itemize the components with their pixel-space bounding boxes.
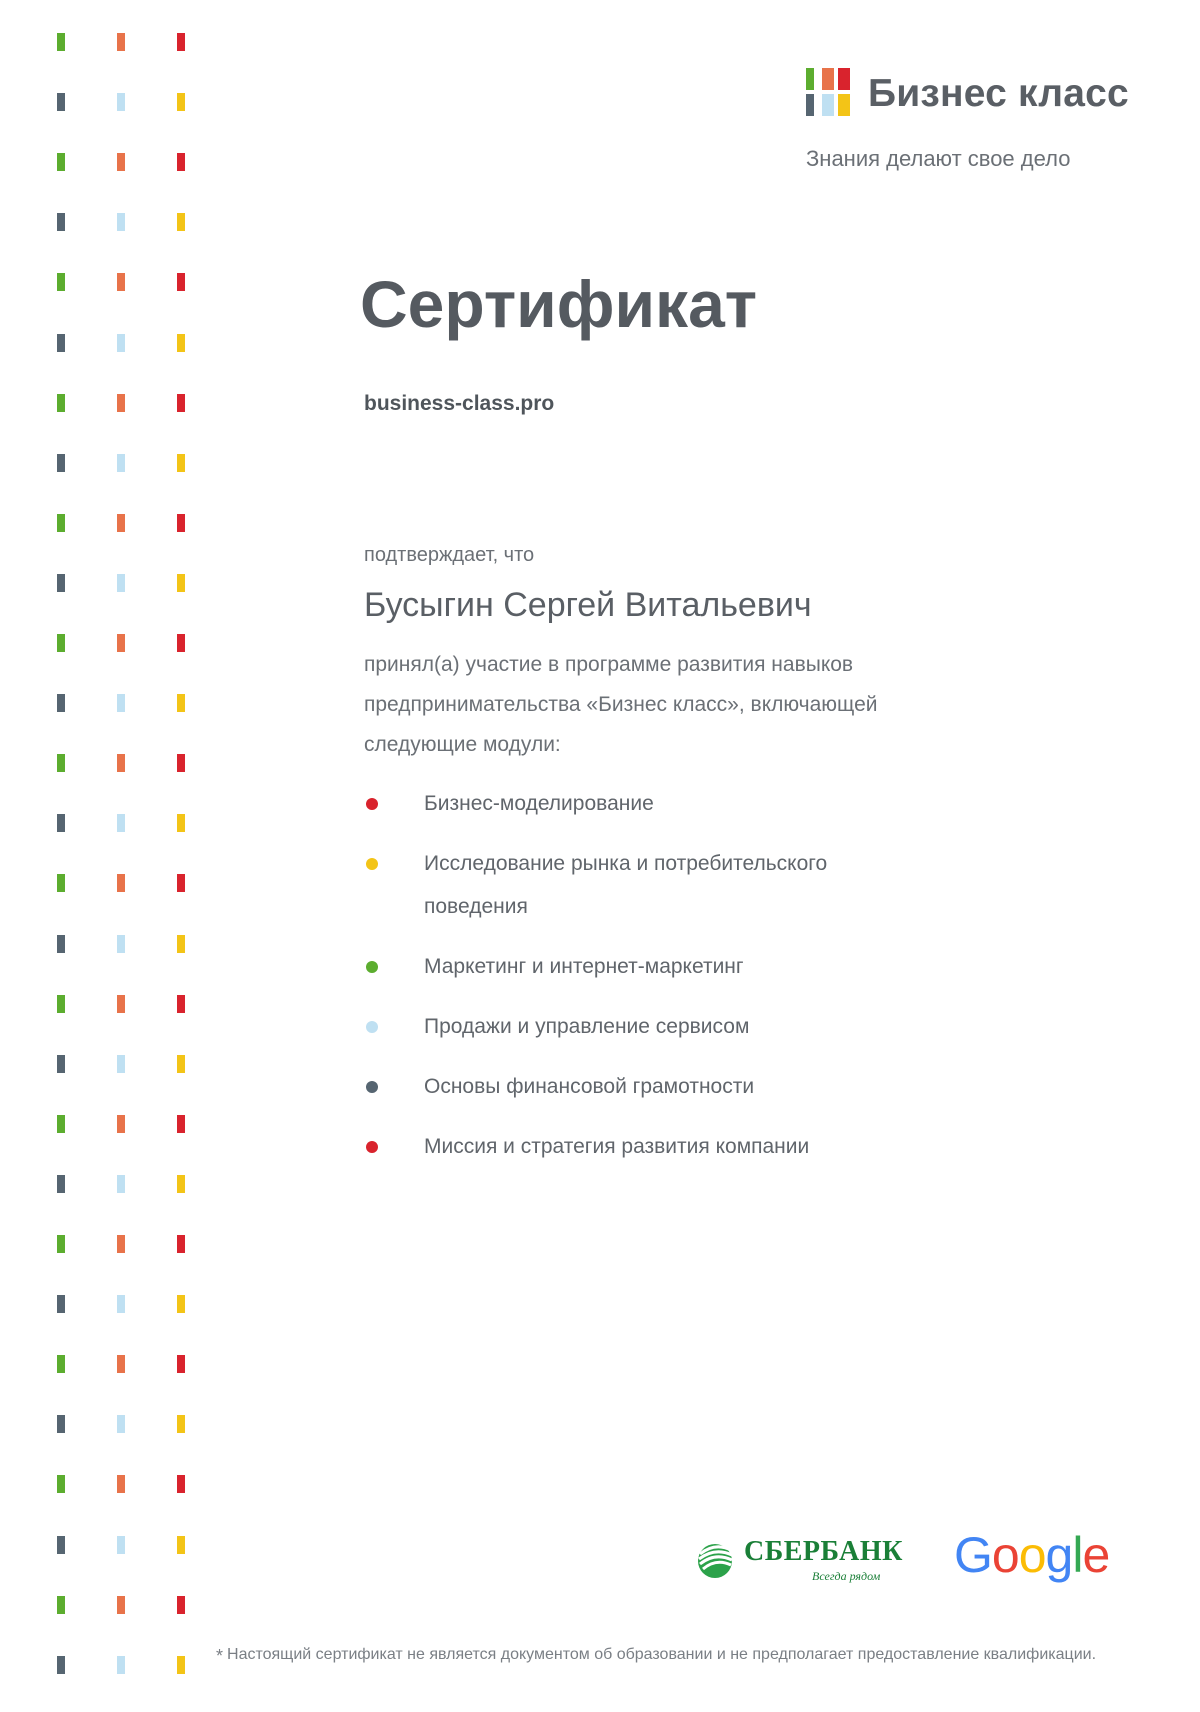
description-line: принял(а) участие в программе развития навыков (364, 653, 854, 676)
google-letter: o (991, 1527, 1019, 1583)
description-line: следующие модули: (364, 733, 561, 756)
stripe-dash (57, 1475, 65, 1493)
stripe-dash (57, 814, 65, 832)
confirms-text: подтверждает, что (364, 544, 535, 566)
bullet-icon (366, 961, 378, 973)
stripe-dash (57, 1596, 65, 1614)
stripe-dash (57, 935, 65, 953)
stripe-dash (177, 1175, 185, 1193)
stripe-dash (177, 874, 185, 892)
sberbank-logo-icon (694, 1538, 736, 1580)
stripe-dash (177, 1055, 185, 1073)
decorative-stripes (0, 0, 220, 1712)
footnote-text: Настоящий сертификат не является документом об образовании и не предполагает предоставление квалификации. (227, 1646, 1097, 1663)
stripe-dash (117, 1115, 125, 1133)
stripe-dash (117, 213, 125, 231)
stripe-dash (57, 1115, 65, 1133)
module-label: Миссия и стратегия развития компании (424, 1135, 810, 1158)
stripe-dash (177, 694, 185, 712)
stripe-dash (117, 1656, 125, 1674)
stripe-dash (177, 935, 185, 953)
module-item (364, 1125, 924, 1168)
stripe-dash (57, 334, 65, 352)
stripe-dash (117, 1295, 125, 1313)
stripe-dash (177, 1656, 185, 1674)
stripe-dash (177, 33, 185, 51)
stripe-dash (117, 1175, 125, 1193)
module-label: Бизнес-моделирование (424, 792, 654, 815)
stripe-dash (57, 574, 65, 592)
google-letter: o (1018, 1527, 1046, 1583)
stripe-dash (57, 93, 65, 111)
module-label: Продажи и управление сервисом (424, 1015, 750, 1038)
stripe-dash (177, 514, 185, 532)
brand-tagline: Знания делают свое дело (806, 146, 1071, 171)
stripe-dash (177, 454, 185, 472)
stripe-dash (57, 1536, 65, 1554)
stripe-dash (177, 1295, 185, 1313)
stripe-dash (117, 93, 125, 111)
stripe-dash (117, 394, 125, 412)
sberbank-name: СБЕРБАНК (744, 1536, 903, 1567)
google-letter: G (954, 1527, 992, 1583)
module-item (364, 1065, 924, 1108)
stripe-dash (177, 1596, 185, 1614)
stripe-dash (57, 1055, 65, 1073)
module-label: поведения (424, 895, 528, 918)
google-letter: l (1072, 1527, 1083, 1583)
stripe-dash (117, 1055, 125, 1073)
stripe-dash (177, 1415, 185, 1433)
stripe-dash (117, 694, 125, 712)
stripe-dash (177, 995, 185, 1013)
program-description (364, 645, 964, 765)
footnote-mark: * (216, 1646, 224, 1666)
description-line: предпринимательства «Бизнес класс», включающей (364, 693, 878, 716)
stripe-dash (177, 1536, 185, 1554)
stripe-dash (117, 334, 125, 352)
stripe-dash (57, 634, 65, 652)
module-item (364, 842, 924, 928)
stripe-dash (57, 1295, 65, 1313)
module-item (364, 1005, 924, 1048)
stripe-dash (117, 1235, 125, 1253)
module-item (364, 782, 924, 825)
module-label: Маркетинг и интернет-маркетинг (424, 955, 744, 978)
stripe-dash (177, 334, 185, 352)
bullet-icon (366, 1081, 378, 1093)
bullet-icon (366, 858, 378, 870)
recipient-name: Бусыгин Сергей Витальевич (364, 586, 812, 624)
stripe-dash (117, 1415, 125, 1433)
stripe-dash (177, 273, 185, 291)
logo-mark-bar (822, 94, 834, 116)
stripe-dash (177, 814, 185, 832)
stripe-dash (177, 1115, 185, 1133)
stripe-dash (57, 33, 65, 51)
stripe-dash (177, 213, 185, 231)
stripe-dash (177, 574, 185, 592)
stripe-dash (177, 1475, 185, 1493)
stripe-dash (57, 1235, 65, 1253)
google-letter: e (1082, 1527, 1110, 1583)
stripe-dash (117, 814, 125, 832)
stripe-dash (117, 1536, 125, 1554)
stripe-dash (117, 935, 125, 953)
google-letter: g (1045, 1527, 1073, 1583)
stripe-dash (177, 1355, 185, 1373)
sberbank-tagline: Всегда рядом (812, 1569, 881, 1583)
stripe-dash (117, 1596, 125, 1614)
stripe-dash (177, 1235, 185, 1253)
stripe-dash (117, 1475, 125, 1493)
stripe-dash (177, 153, 185, 171)
stripe-dash (177, 394, 185, 412)
brand-logo-mark-icon (806, 68, 854, 120)
stripe-dash (57, 995, 65, 1013)
certificate-title: Сертификат (360, 267, 758, 341)
stripe-dash (57, 1355, 65, 1373)
modules-list (364, 782, 924, 1185)
website-url: business-class.pro (364, 392, 555, 415)
stripe-dash (57, 1656, 65, 1674)
stripe-dash (57, 1175, 65, 1193)
sberbank-logo (694, 1536, 903, 1586)
module-label: Основы финансовой грамотности (424, 1075, 755, 1098)
logo-mark-bar (822, 68, 834, 90)
stripe-dash (117, 514, 125, 532)
module-item (364, 945, 924, 988)
brand-name: Бизнес класс (868, 72, 1129, 115)
stripe-dash (177, 93, 185, 111)
stripe-dash (117, 574, 125, 592)
stripe-dash (117, 874, 125, 892)
stripe-dash (117, 1355, 125, 1373)
bullet-icon (366, 1141, 378, 1153)
stripe-dash (57, 394, 65, 412)
google-logo (954, 1526, 1109, 1584)
bullet-icon (366, 798, 378, 810)
stripe-dash (117, 995, 125, 1013)
stripe-dash (117, 754, 125, 772)
logo-mark-bar (806, 68, 814, 90)
stripe-dash (57, 874, 65, 892)
stripe-dash (177, 634, 185, 652)
stripe-dash (117, 153, 125, 171)
stripe-dash (57, 454, 65, 472)
logo-mark-bar (806, 94, 814, 116)
logo-mark-bar (838, 68, 850, 90)
stripe-dash (57, 153, 65, 171)
brand-logo (806, 68, 1129, 120)
stripe-dash (57, 754, 65, 772)
logo-mark-bar (838, 94, 850, 116)
stripe-dash (57, 514, 65, 532)
stripe-dash (117, 273, 125, 291)
bullet-icon (366, 1021, 378, 1033)
stripe-dash (57, 273, 65, 291)
disclaimer-footnote (216, 1646, 1096, 1667)
stripe-dash (177, 754, 185, 772)
stripe-dash (57, 213, 65, 231)
stripe-dash (117, 454, 125, 472)
stripe-dash (57, 694, 65, 712)
module-label: Исследование рынка и потребительского (424, 852, 828, 875)
stripe-dash (117, 33, 125, 51)
stripe-dash (57, 1415, 65, 1433)
stripe-dash (117, 634, 125, 652)
